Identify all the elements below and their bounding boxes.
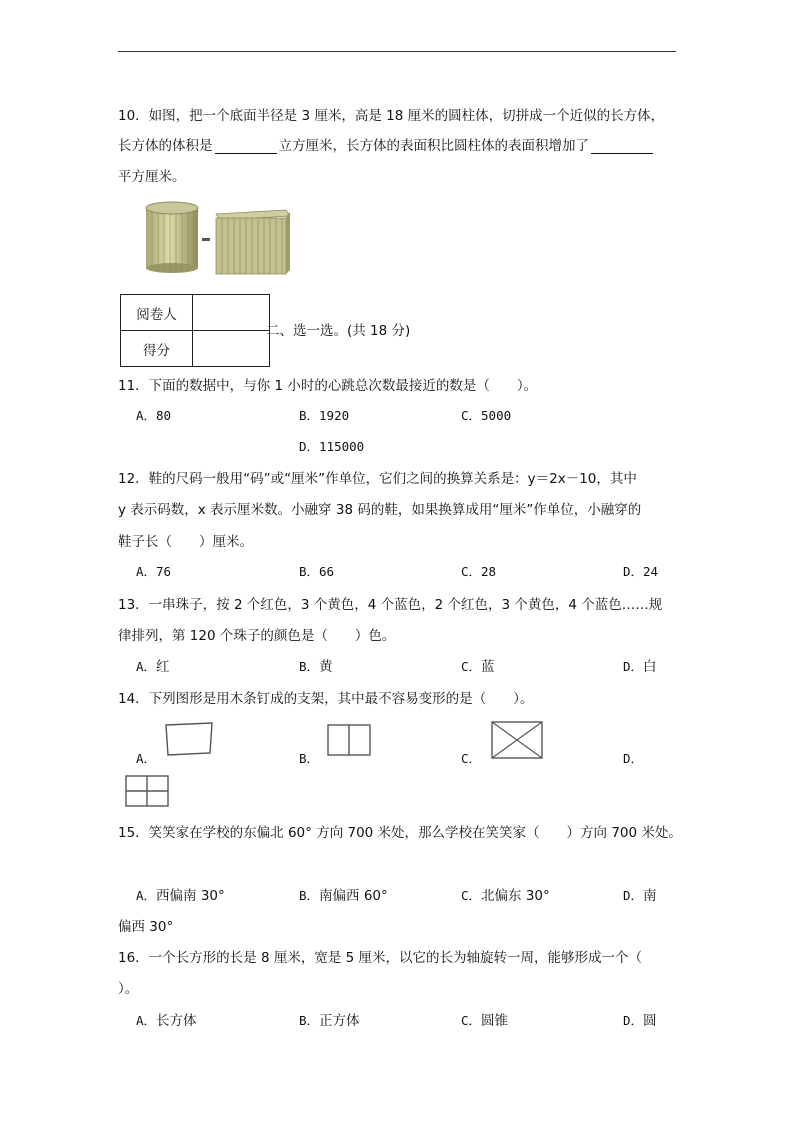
q13-line2: 律排列，第 120 个珠子的颜色是（ ）色。 (118, 628, 396, 644)
q12-option-b[interactable]: B．66 (299, 564, 335, 579)
q15-option-d-wrap: 偏西 30° (118, 919, 174, 935)
score-label: 得分 (121, 331, 193, 367)
rectangle-diagonal-brace-icon (490, 720, 544, 760)
q12-option-a[interactable]: A．76 (136, 564, 172, 579)
q13-option-c[interactable]: C．蓝 (461, 659, 495, 675)
reviewer-label: 阅卷人 (121, 295, 193, 331)
q12-line3: 鞋子长（ ）厘米。 (118, 534, 253, 550)
q11-option-d[interactable]: D．115000 (299, 439, 365, 454)
q14-stem: 14．下列图形是用木条钉成的支架，其中最不容易变形的是（ ）。 (118, 691, 534, 707)
q11-option-b[interactable]: B．1920 (299, 408, 350, 423)
q11-stem: 11．下面的数据中，与你 1 小时的心跳总次数最接近的数是（ ）。 (118, 378, 538, 394)
q16-option-b[interactable]: B．正方体 (299, 1013, 360, 1029)
answer-blank-volume[interactable] (215, 139, 277, 154)
q10-line3: 平方厘米。 (118, 169, 186, 185)
cylinder-icon (146, 202, 198, 273)
q14-option-d[interactable]: D． (623, 751, 644, 766)
q16-option-c[interactable]: C．圆锥 (461, 1013, 509, 1029)
q14-option-b[interactable]: B． (299, 751, 320, 766)
q14-option-c[interactable]: C． (461, 751, 482, 766)
q13-line1: 13．一串珠子，按 2 个红色，3 个黄色，4 个蓝色，2 个红色，3 个黄色，4 个蓝色……规 (118, 597, 663, 613)
header-rule (118, 51, 676, 52)
q12-line2: y 表示码数，x 表示厘米数。小融穿 38 码的鞋，如果换算成用“厘米”作单位，小融穿的 (118, 502, 642, 518)
q12-line1: 12．鞋的尺码一般用“码”或“厘米”作单位，它们之间的换算关系是：y＝2x－10，其中 (118, 471, 637, 487)
score-table (120, 294, 270, 367)
q11-option-a[interactable]: A．80 (136, 408, 172, 423)
q13-option-a[interactable]: A．红 (136, 659, 170, 675)
q15-option-b[interactable]: B．南偏西 60° (299, 888, 388, 904)
rectangle-frame-icon (164, 722, 214, 756)
section-heading: 二、选一选。(共 18 分) (266, 323, 411, 339)
rectangle-cross-brace-icon (124, 774, 170, 808)
q10-line1: 10．如图，把一个底面半径是 3 厘米，高是 18 厘米的圆柱体，切拼成一个近似的长方体， (118, 108, 665, 124)
q13-option-d[interactable]: D．白 (623, 659, 657, 675)
q13-option-b[interactable]: B．黄 (299, 659, 333, 675)
reviewer-cell[interactable] (193, 295, 270, 331)
q12-option-c[interactable]: C．28 (461, 564, 497, 579)
q15-option-c[interactable]: C．北偏东 30° (461, 888, 550, 904)
cuboid-icon (216, 210, 290, 274)
score-cell[interactable] (193, 331, 270, 367)
q16-line2: ）。 (118, 981, 139, 997)
q16-option-d[interactable]: D．圆 (623, 1013, 657, 1029)
cylinder-to-cuboid-figure (144, 198, 294, 278)
q16-option-a[interactable]: A．长方体 (136, 1013, 197, 1029)
q10-line2: 长方体的体积是 立方厘米，长方体的表面积比圆柱体的表面积增加了 (118, 134, 655, 154)
q16-line1: 16．一个长方形的长是 8 厘米，宽是 5 厘米，以它的长为轴旋转一周，能够形成一个（ (118, 950, 643, 966)
arrow-dash-icon (202, 238, 210, 241)
answer-blank-area[interactable] (591, 139, 653, 154)
q12-option-d[interactable]: D．24 (623, 564, 659, 579)
rectangle-vertical-brace-icon (326, 723, 372, 757)
q15-stem: 15．笑笑家在学校的东偏北 60° 方向 700 米处，那么学校在笑笑家（ ）方向 700 米处。 (118, 825, 682, 841)
q15-option-d[interactable]: D．南 (623, 888, 657, 904)
q14-option-a[interactable]: A． (136, 751, 157, 766)
q15-option-a[interactable]: A．西偏南 30° (136, 888, 225, 904)
q11-option-c[interactable]: C．5000 (461, 408, 512, 423)
